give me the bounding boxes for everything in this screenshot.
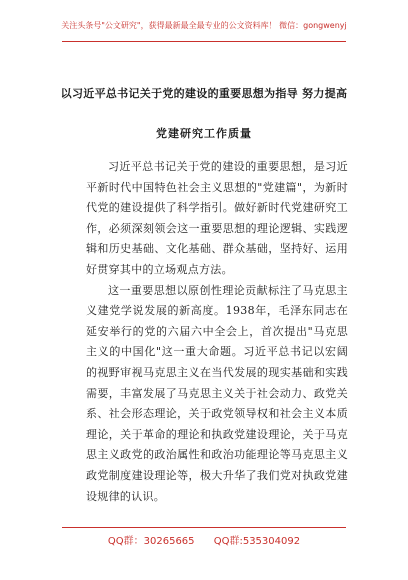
document-title-line2: 党建研究工作质量 — [156, 127, 252, 140]
footer — [0, 532, 408, 547]
paragraph: 习近平总书记关于党的建设的重要思想，是习近平新时代中国特色社会主义思想的"党建篇"，为新时代党的建设提供了科学指引。做好新时代党建研究工作，必须深刻领会这一重要思想的理论逻辑、实践逻辑和历史基础、文化基础、群众基础，坚持好、运用好贯穿其中的立场观点方法。 — [86, 160, 348, 276]
qq-group-1: QQ群：30265665 — [107, 536, 195, 547]
qq-group-2: QQ群:535304092 — [213, 536, 301, 547]
paragraph: 这一重要思想以原创性理论贡献标注了马克思主义建党学说发展的新高度。1938年，毛泽东同志在延安举行的党的六届六中全会上，首次提出"马克思主义的中国化"这一重大命题。习近平总书记以宏阔的视野审视马克思主义在当代发展的现实基础和实践需要，丰富发展了马克思主义关于社会动力、政党关系、社会形态理论，关于政党领导权和社会主义本质理论，关于革命的理论和执政党建设理论，关于马克思主义政党的政治属性和政治功能理论等马克思主义政党制度建设理论等，极大升华了我们党对执政党建设规律的认识。 — [86, 283, 348, 503]
footer-divider — [62, 527, 346, 528]
promo-header: 关注头条号"公文研究"，获得最新最全最专业的公文资料库！ 微信：gongwenyj — [61, 21, 347, 30]
header-divider — [62, 41, 346, 42]
document-title-line1: 以习近平总书记关于党的建设的重要思想为指导 努力提高 — [60, 87, 348, 100]
document-body — [86, 157, 348, 507]
